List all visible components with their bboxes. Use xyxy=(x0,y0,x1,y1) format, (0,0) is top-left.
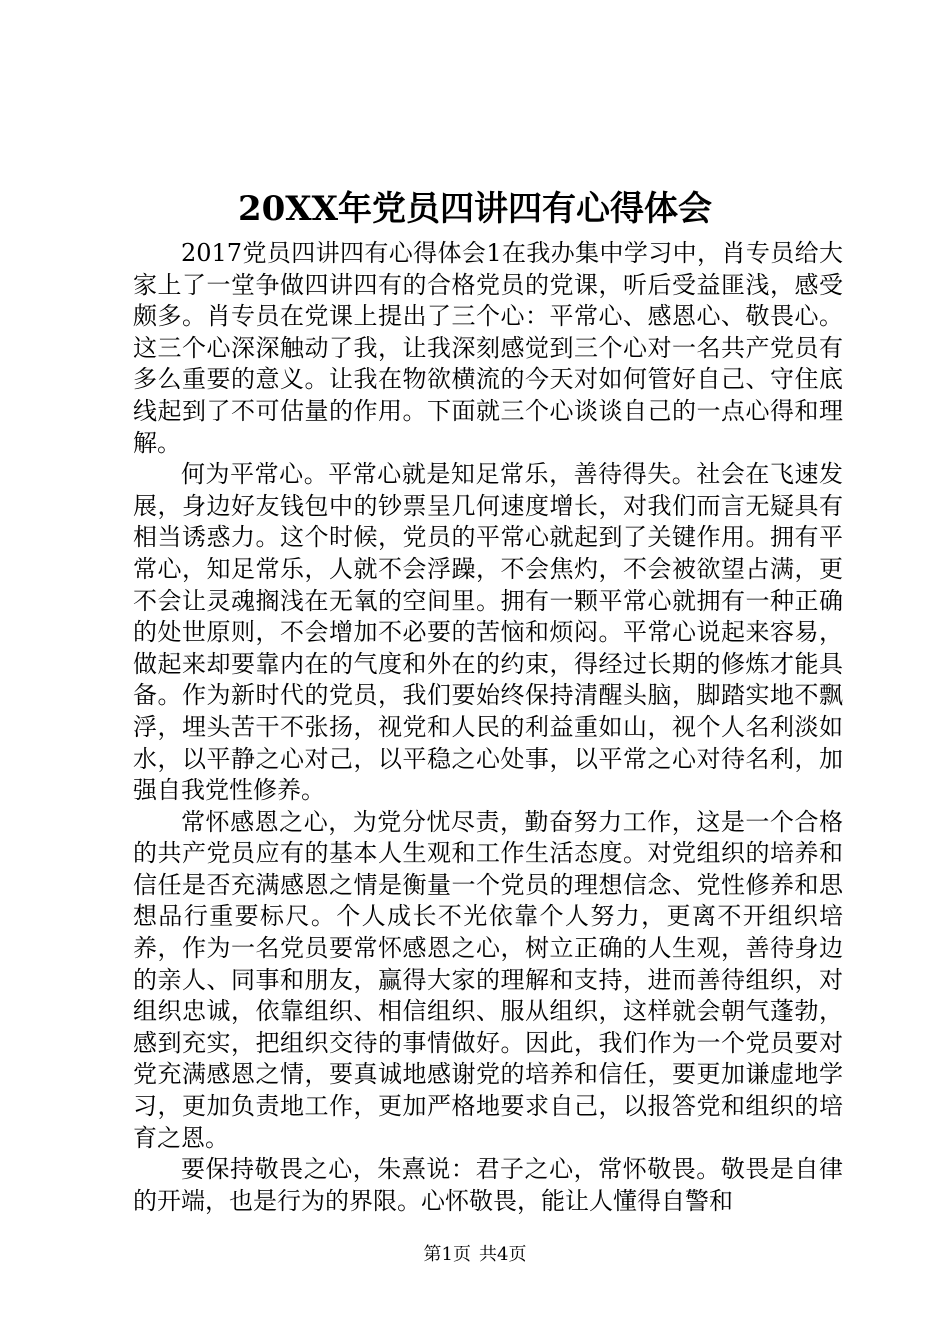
paragraph-gratitude: 常怀感恩之心，为党分忧尽责，勤奋努力工作，这是一个合格的共产党员应有的基本人生观和工作生活态度。对党组织的培养和信任是否充满感恩之情是衡量一个党员的理想信念、党性修养和思想品行重要标尺。个人成长不光依靠个人努力，更离不开组织培养，作为一名党员要常怀感恩之心，树立正确的人生观，善待身边的亲人、同事和朋友，赢得大家的理解和支持，进而善待组织，对组织忠诚，依靠组织、相信组织、服从组织，这样就会朝气蓬勃，感到充实，把组织交待的事情做好。因此，我们作为一个党员要对党充满感恩之情，要真诚地感谢党的培养和信任，要更加谦虚地学习，更加负责地工作，更加严格地要求自己，以报答党和组织的培育之恩。 xyxy=(133,807,843,1152)
document-title: 20XX年党员四讲四有心得体会 xyxy=(237,189,713,229)
paragraph-ordinary-mind: 何为平常心。平常心就是知足常乐，善待得失。社会在飞速发展，身边好友钱包中的钞票呈几何速度增长，对我们而言无疑具有相当诱惑力。这个时候，党员的平常心就起到了关键作用。拥有平常心，知足常乐，人就不会浮躁，不会焦灼，不会被欲望占满，更不会让灵魂搁浅在无氧的空间里。拥有一颗平常心就拥有一种正确的处世原则，不会增加不必要的苦恼和烦闷。平常心说起来容易，做起来却要靠内在的气度和外在的约束，得经过长期的修炼才能具备。作为新时代的党员，我们要始终保持清醒头脑，脚踏实地不飘浮，埋头苦干不张扬，视党和人民的利益重如山，视个人名利淡如水，以平静之心对己，以平稳之心处事，以平常之心对待名利，加强自我党性修养。 xyxy=(133,460,843,805)
paragraph-intro: 2017党员四讲四有心得体会1在我办集中学习中，肖专员给大家上了一堂争做四讲四有的合格党员的党课，听后受益匪浅，感受颇多。肖专员在党课上提出了三个心：平常心、感恩心、敬畏心。这三个心深深触动了我，让我深刻感觉到三个心对一名共产党员有多么重要的意义。让我在物欲横流的今天对如何管好自己、守住底线起到了不可估量的作用。下面就三个心谈谈自己的一点心得和理解。 xyxy=(133,239,843,457)
paragraph-reverence: 要保持敬畏之心，朱熹说：君子之心，常怀敬畏。敬畏是自律的开端，也是行为的界限。心怀敬畏，能让人懂得自警和 xyxy=(133,1155,843,1215)
page-number: 第1页 xyxy=(423,1244,471,1265)
page-total: 共4页 xyxy=(479,1244,527,1265)
document-body xyxy=(133,238,843,1217)
page-footer xyxy=(0,1243,950,1267)
